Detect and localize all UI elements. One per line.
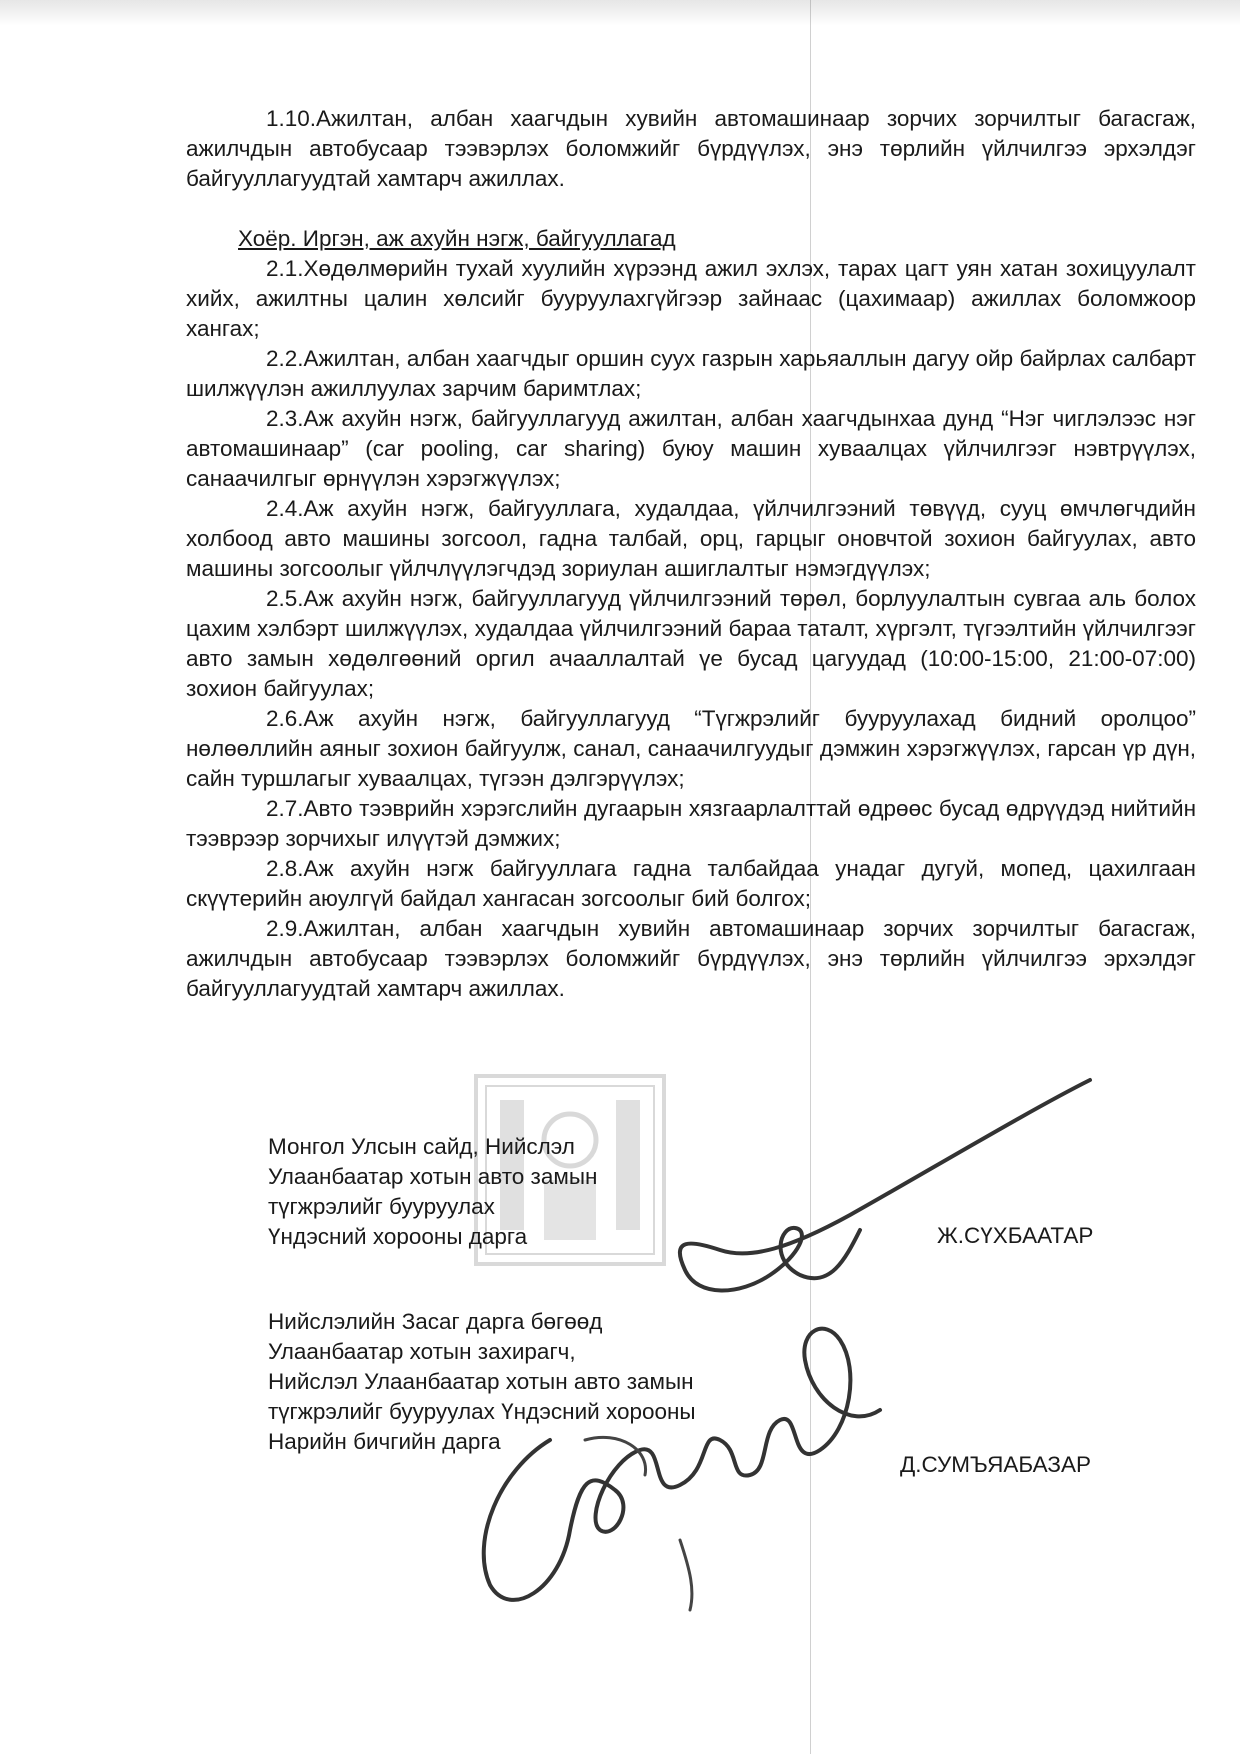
- signatory-1-title-line: түгжрэлийг бууруулах: [268, 1194, 495, 1219]
- document-body: [186, 104, 1196, 1004]
- item-2-9: 2.9.Ажилтан, албан хаагчдын хувийн автомашинаар зорчих зорчилтыг багасгаж, ажилчдын автобусаар тээвэрлэх боломжийг бүрдүүлэх, энэ төрлийн үйлчилгээ эрхэлдэг байгууллагуудтай хамтарч ажиллах.: [186, 916, 1196, 1001]
- signatory-2-title-line: Нарийн бичгийн дарга: [268, 1429, 501, 1454]
- item-2-6: 2.6.Аж ахуйн нэгж, байгууллагууд “Түгжрэлийг бууруулахад бидний оролцоо” нөлөөллийн аяныг зохион байгуулж, санал, санаачилгуудыг дэмжин хэрэгжүүлэх, гарсан үр дүн, сайн туршлагыг хуваалцах, түгээн дэлгэрүүлэх;: [186, 706, 1196, 791]
- signatory-1-title: [268, 1132, 597, 1252]
- signatory-1-title-line: Улаанбаатар хотын авто замын: [268, 1164, 598, 1189]
- item-2-4: 2.4.Аж ахуйн нэгж, байгууллага, худалдаа, үйлчилгээний төвүүд, сууц өмчлөгчдийн холбоод авто машины зогсоол, гадна талбай, орц, гарцыг оновчтой зохион байгуулах, авто машины зогсоолыг үйлчлүүлэгчдэд зориулан ашиглалтыг нэмэгдүүлэх;: [186, 496, 1196, 581]
- signature-1-icon: [600, 1070, 1100, 1320]
- signatory-2-title: [268, 1307, 696, 1457]
- item-1-10: 1.10.Ажилтан, албан хаагчдын хувийн автомашинаар зорчих зорчилтыг багасгаж, ажилчдын автобусаар тээвэрлэх боломжийг бүрдүүлэх, энэ төрлийн үйлчилгээ эрхэлдэг байгууллагуудтай хамтарч ажиллах.: [186, 106, 1196, 191]
- item-2-1: 2.1.Хөдөлмөрийн тухай хуулийн хүрээнд ажил эхлэх, тарах цагт уян хатан зохицуулалт хийх, ажилтны цалин хөлсийг бууруулахгүйгээр зайнаас (цахимаар) ажиллах боломжоор хангах;: [186, 256, 1196, 341]
- signatory-1-name: Ж.СҮХБААТАР: [937, 1223, 1094, 1248]
- signatory-2-name: Д.СУМЪЯАБАЗАР: [900, 1452, 1091, 1477]
- signatory-1-title-line: Монгол Улсын сайд, Нийслэл: [268, 1134, 575, 1159]
- signatory-2-title-line: түгжрэлийг бууруулах Үндэсний хорооны: [268, 1399, 696, 1424]
- signatory-1-title-line: Үндэсний хорооны дарга: [268, 1224, 528, 1249]
- scan-edge-shadow: [0, 0, 1240, 26]
- signatory-2-title-line: Нийслэл Улаанбаатар хотын авто замын: [268, 1369, 694, 1394]
- item-2-2: 2.2.Ажилтан, албан хаагчдыг оршин суух газрын харьяаллын дагуу ойр байрлах салбарт шилжүүлэн ажиллуулах зарчим баримтлах;: [186, 346, 1196, 401]
- item-2-5: 2.5.Аж ахуйн нэгж, байгууллагууд үйлчилгээний төрөл, борлуулалтын сувгаа аль болох цахим хэлбэрт шилжүүлэх, худалдаа үйлчилгээний бараа таталт, хүргэлт, түгээлтийн үйлчилгээг авто замын хөдөлгөөний оргил ачааллалтай үе бусад цагуудад (10:00-15:00, 21:00-07:00) зохион байгуулах;: [186, 586, 1196, 701]
- section-2-heading: Хоёр. Иргэн, аж ахуйн нэгж, байгууллагад: [238, 226, 676, 251]
- item-2-8: 2.8.Аж ахуйн нэгж байгууллага гадна талбайдаа унадаг дугуй, мопед, цахилгаан скүүтерийн аюулгүй байдал хангасан зогсоолыг бий болгох;: [186, 856, 1196, 911]
- item-2-7: 2.7.Авто тээврийн хэрэгслийн дугаарын хязгаарлалттай өдрөөс бусад өдрүүдэд нийтийн тээврээр зорчихыг илүүтэй дэмжих;: [186, 796, 1196, 851]
- signatory-2-title-line: Нийслэлийн Засаг дарга бөгөөд: [268, 1309, 603, 1334]
- item-2-3: 2.3.Аж ахуйн нэгж, байгууллагууд ажилтан, албан хаагчдынхаа дунд “Нэг чиглэлээс нэг автомашинаар” (car pooling, car sharing) буюу машин хуваалцах үйлчилгээг нэвтрүүлэх, санаачилгыг өрнүүлэн хэрэгжүүлэх;: [186, 406, 1196, 491]
- signatory-2-title-line: Улаанбаатар хотын захирагч,: [268, 1339, 576, 1364]
